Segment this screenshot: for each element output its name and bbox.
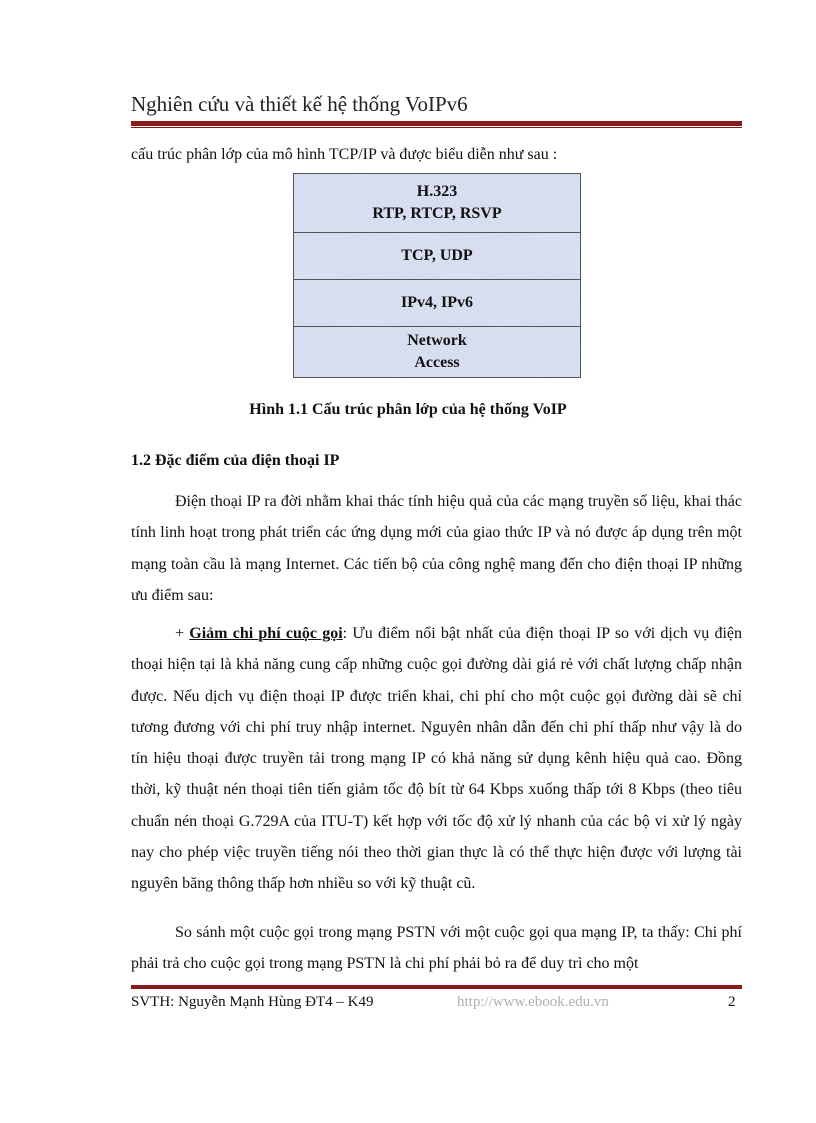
layer-label: Access	[414, 354, 460, 371]
paragraph	[131, 618, 742, 900]
page-number: 2	[728, 994, 736, 1010]
paragraph-prefix: +	[175, 625, 190, 642]
layer-network-access	[294, 326, 580, 377]
layer-label: TCP, UDP	[401, 247, 473, 264]
layer-label: H.323	[416, 183, 458, 200]
paragraph: So sánh một cuộc gọi trong mạng PSTN với một cuộc gọi qua mạng IP, ta thấy: Chi phí phải trả cho cuộc gọi trong mạng PSTN là chi phí phải bỏ ra để duy trì cho một	[131, 924, 742, 973]
layer-internet	[294, 279, 580, 326]
layer-application	[294, 174, 580, 232]
paragraph: Điện thoại IP ra đời nhằm khai thác tính hiệu quả của các mạng truyền số liệu, khai thác tính linh hoạt trong phát triển các ứng dụng mới của giao thức IP và nó được áp dụng trên một mạng toàn cầu là mạng Internet. Các tiến bộ của công nghệ mang đến cho điện thoại IP những ưu điểm sau:	[131, 493, 742, 604]
header-rule	[131, 121, 742, 126]
footer-url-link[interactable]: http://www.ebook.edu.vn	[457, 994, 609, 1010]
layer-transport	[294, 232, 580, 279]
header-rule-thin	[131, 127, 742, 128]
paragraph-bold-term: Giảm chi phí cuộc gọi	[189, 625, 343, 642]
page-header-title: Nghiên cứu và thiết kế hệ thống VoIPv6	[131, 92, 468, 116]
section-heading: 1.2 Đặc điểm của điện thoại IP	[131, 452, 340, 469]
footer-rule	[131, 985, 742, 989]
intro-line: cấu trúc phân lớp của mô hình TCP/IP và được biểu diễn như sau :	[131, 146, 558, 163]
layer-label: RTP, RTCP, RSVP	[372, 205, 502, 222]
footer-author: SVTH: Nguyễn Mạnh Hùng ĐT4 – K49	[131, 994, 374, 1010]
layer-label: Network	[407, 332, 467, 349]
paragraph-text: : Ưu điểm nổi bật nhất của điện thoại IP so với dịch vụ điện thoại hiện tại là khả năng cung cấp những cuộc gọi đường dài giá rẻ với chất lượng chấp nhận được. Nếu dịch vụ điện thoại IP được triển khai, chi phí cho một cuộc gọi đường dài sẽ chỉ tương đương với chi phí truy nhập internet. Nguyên nhân dẫn đến chi phí thấp như vậy là do tín hiệu thoại được truyền tải trong mạng IP có khả năng sử dụng kênh hiệu quả cao. Đồng thời, kỹ thuật nén thoại tiên tiến giảm tốc độ bít từ 64 Kbps xuống thấp tới 8 Kbps (theo tiêu chuẩn nén thoại G.729A của ITU-T) kết hợp với tốc độ xử lý nhanh của các bộ vi xử lý ngày nay cho phép việc truyền tiếng nói theo thời gian thực là có thể thực hiện được với lượng tài nguyên băng thông thấp hơn nhiều so với kỹ thuật cũ.	[131, 625, 742, 893]
layer-label: IPv4, IPv6	[401, 294, 473, 311]
protocol-layer-stack	[293, 173, 581, 378]
figure-caption: Hình 1.1 Cấu trúc phân lớp của hệ thống VoIP	[249, 401, 567, 418]
